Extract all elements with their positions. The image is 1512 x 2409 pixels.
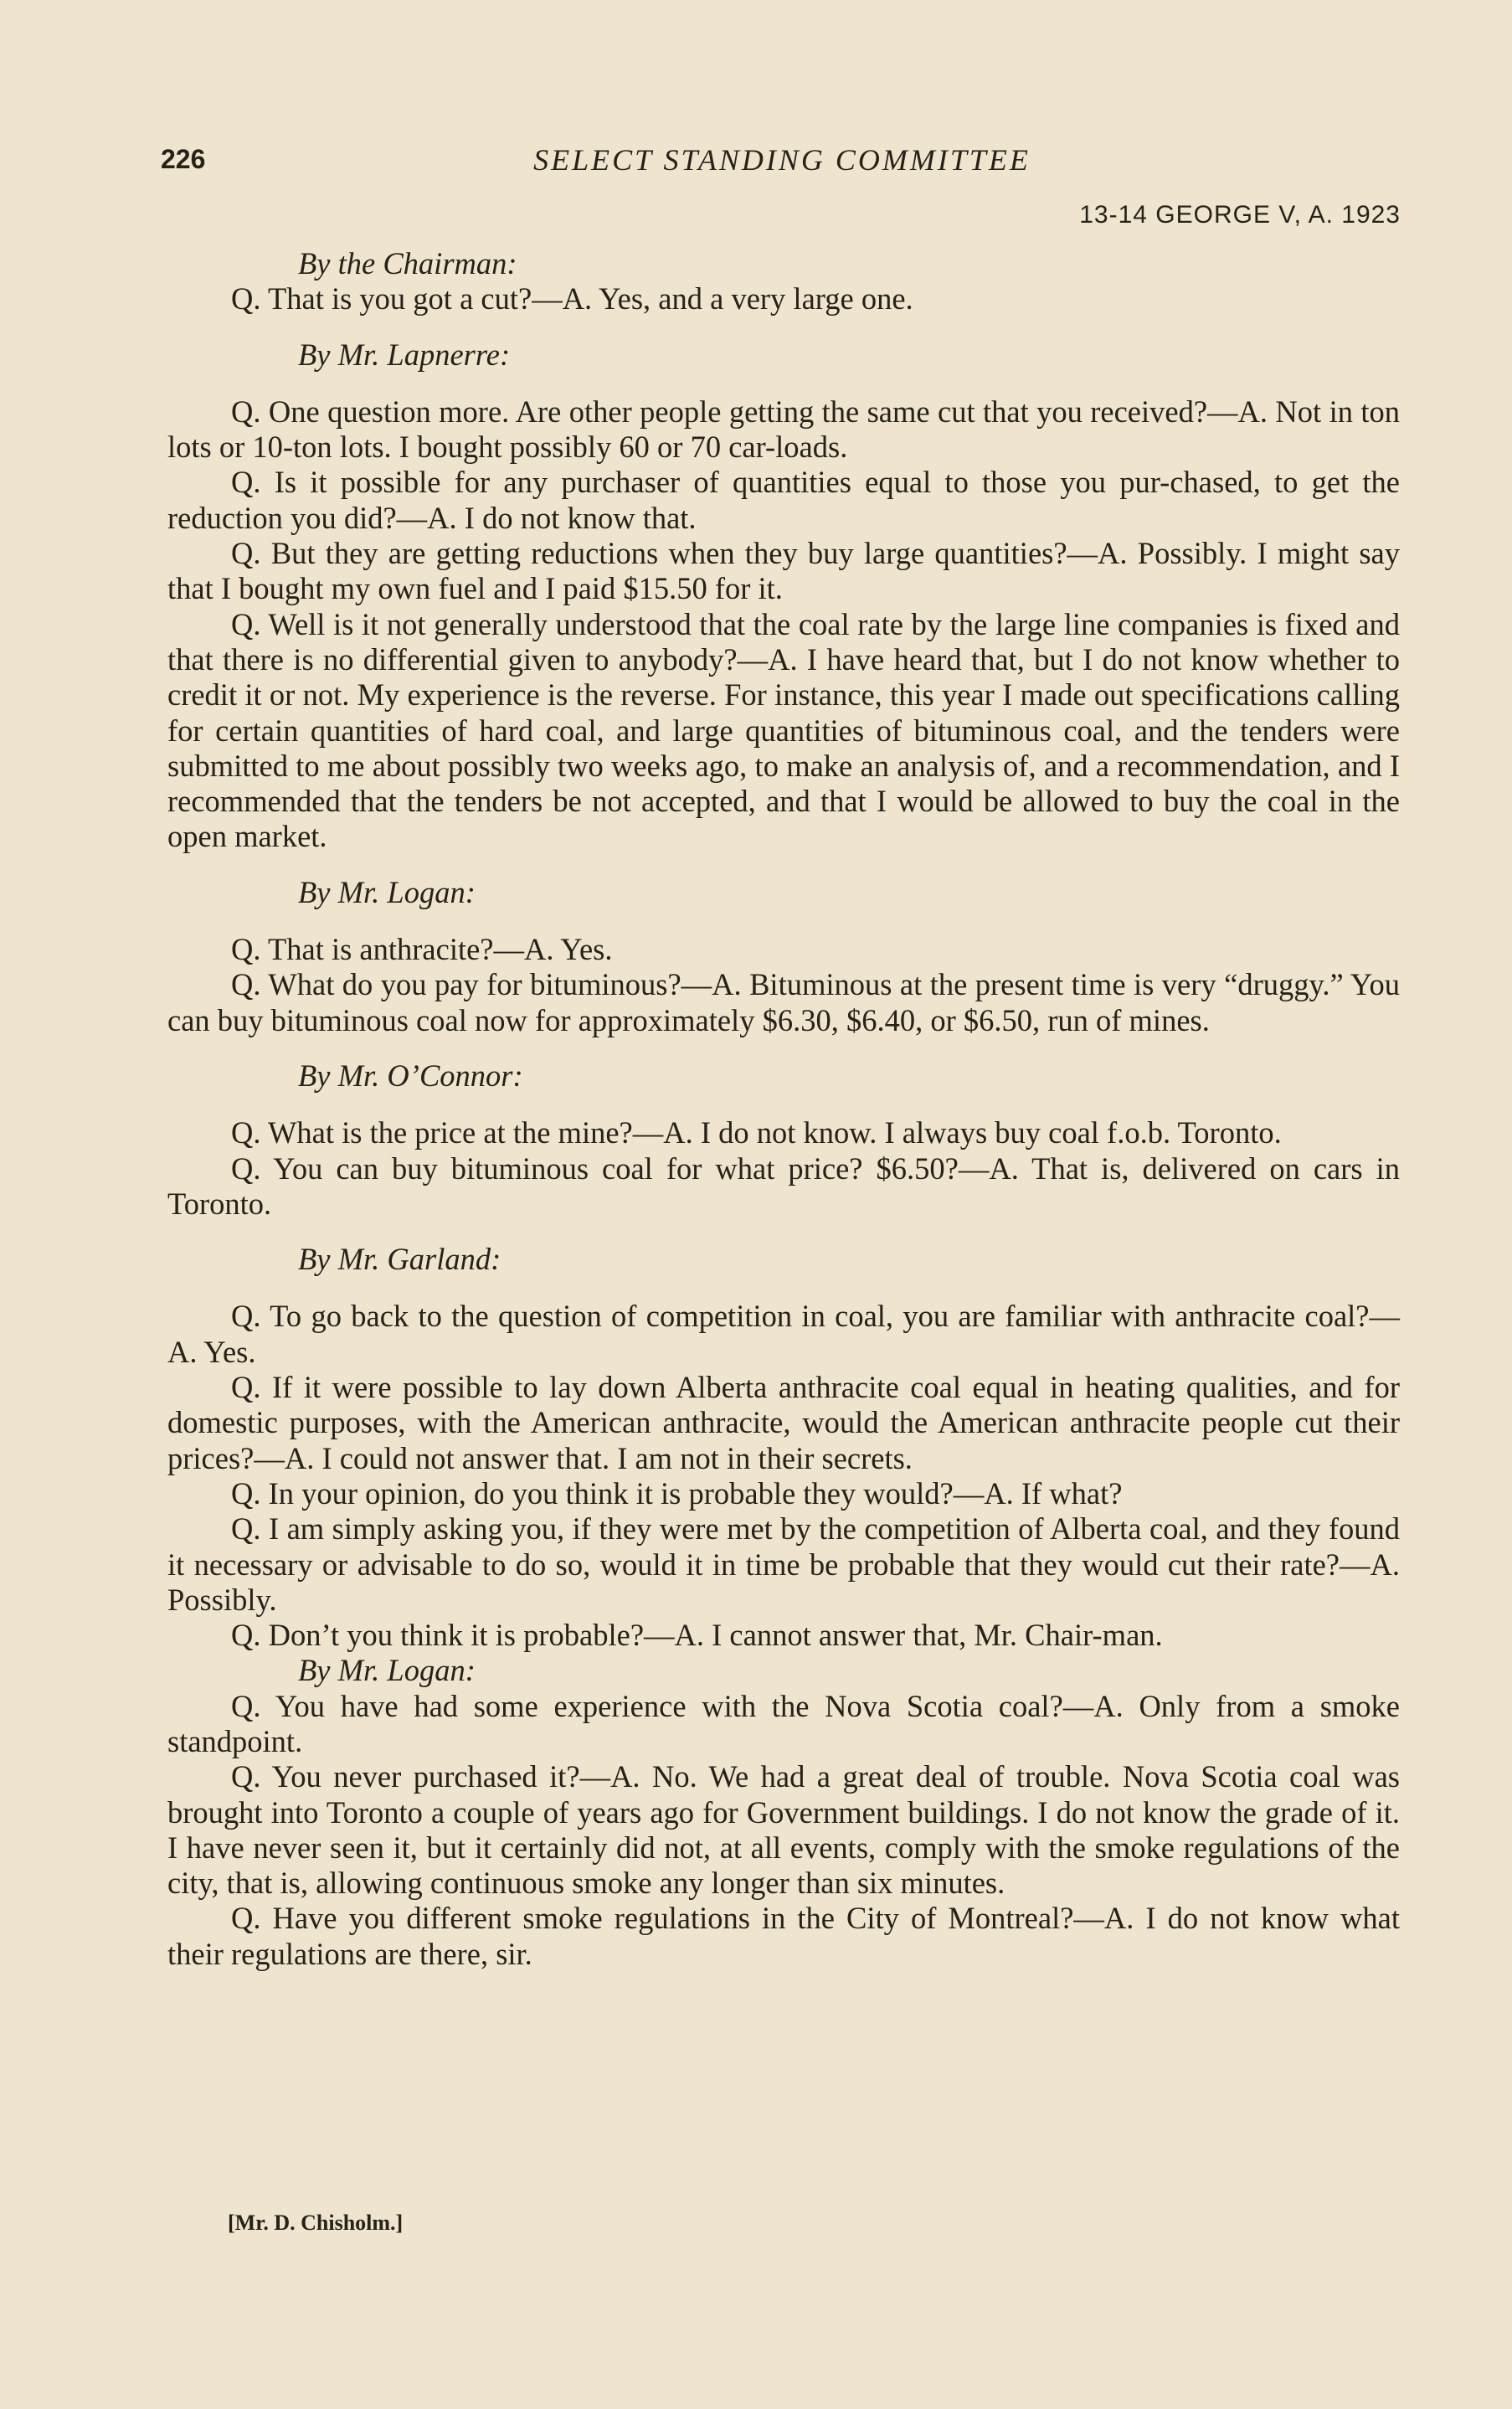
qa-paragraph: Q. Don’t you think it is probable?—A. I cannot answer that, Mr. Chair-man. bbox=[231, 1618, 1163, 1653]
qa-paragraph: Q. One question more. Are other people getting the same cut that you received?—A. Not in ton lots or 10-ton lots. I bought possibly 60 or 70 car-loads. bbox=[167, 394, 1400, 465]
qa-paragraph: Q. I am simply asking you, if they were met by the competition of Alberta coal, and they found it necessary or advisable to do so, would it in time be probable that they would cut their rate?—A. Possibly. bbox=[167, 1511, 1400, 1617]
qa-paragraph: Q. Is it possible for any purchaser of quantities equal to those you pur-chased, to get the reduction you did?—A. I do not know that. bbox=[167, 465, 1400, 535]
qa-paragraph: Q. What is the price at the mine?—A. I do not know. I always buy coal f.o.b. Toronto. bbox=[231, 1115, 1282, 1150]
qa-paragraph: Q. You never purchased it?—A. No. We had a great deal of trouble. Nova Scotia coal was brought into Toronto a couple of years ago for Government buildings. I do not know the grade of it. I have never seen it, but it certainly did not, at all events, comply with the smoke regulations of the city, that is, allowing continuous smoke any longer than six minutes. bbox=[167, 1759, 1400, 1901]
qa-paragraph: Q. You can buy bituminous coal for what price? $6.50?—A. That is, delivered on cars in Toronto. bbox=[167, 1150, 1400, 1221]
transcript-body bbox=[167, 246, 1400, 1972]
qa-paragraph: Q. To go back to the question of competition in coal, you are familiar with anthracite coal?—A. Yes. bbox=[167, 1299, 1400, 1369]
qa-paragraph: Q. That is anthracite?—A. Yes. bbox=[231, 932, 613, 967]
qa-paragraph: Q. If it were possible to lay down Alberta anthracite coal equal in heating qualities, and for domestic purposes, with the American anthracite, would the American anthracite people cut their prices?—A. I could not answer that. I am not in their secrets. bbox=[167, 1370, 1400, 1475]
qa-paragraph: Q. That is you got a cut?—A. Yes, and a very large one. bbox=[231, 281, 913, 317]
witness-footer: [Mr. D. Chisholm.] bbox=[228, 2211, 404, 2235]
speaker-heading: By Mr. O’Connor: bbox=[298, 1058, 523, 1093]
speaker-heading: By Mr. Logan: bbox=[298, 1653, 476, 1688]
speaker-heading: By Mr. Logan: bbox=[298, 874, 476, 909]
speaker-heading: By Mr. Garland: bbox=[298, 1242, 501, 1277]
page-header bbox=[161, 144, 1403, 186]
qa-paragraph: Q. Have you different smoke regulations in the City of Montreal?—A. I do not know what their regulations are there, sir. bbox=[167, 1901, 1400, 1971]
qa-paragraph: Q. What do you pay for bituminous?—A. Bituminous at the present time is very “druggy.” You can buy bituminous coal now for approximately $6.30, $6.40, or $6.50, run of mines. bbox=[167, 967, 1400, 1037]
qa-paragraph: Q. You have had some experience with the Nova Scotia coal?—A. Only from a smoke standpoint. bbox=[167, 1688, 1400, 1758]
qa-paragraph: Q. In your opinion, do you think it is probable they would?—A. If what? bbox=[231, 1475, 1123, 1511]
page-number: 226 bbox=[161, 144, 206, 174]
speaker-heading: By Mr. Lapnerre: bbox=[298, 337, 511, 372]
session-line: 13-14 GEORGE V, A. 1923 bbox=[1079, 201, 1401, 229]
running-title: SELECT STANDING COMMITTEE bbox=[533, 143, 1031, 177]
speaker-heading: By the Chairman: bbox=[298, 246, 517, 281]
qa-paragraph: Q. Well is it not generally understood that the coal rate by the large line companies is fixed and that there is no differential given to anybody?—A. I have heard that, but I do not know whether to credit it or not. My experience is the reverse. For instance, this year I made out specifications calling for certain quantities of hard coal, and large quantities of bituminous coal, and the tenders were submitted to me about possibly two weeks ago, to make an analysis of, and a recommendation, and I recommended that the tenders be not accepted, and that I would be allowed to buy the coal in the open market. bbox=[167, 606, 1400, 854]
qa-paragraph: Q. But they are getting reductions when they buy large quantities?—A. Possibly. I might say that I bought my own fuel and I paid $15.50 for it. bbox=[167, 536, 1400, 606]
